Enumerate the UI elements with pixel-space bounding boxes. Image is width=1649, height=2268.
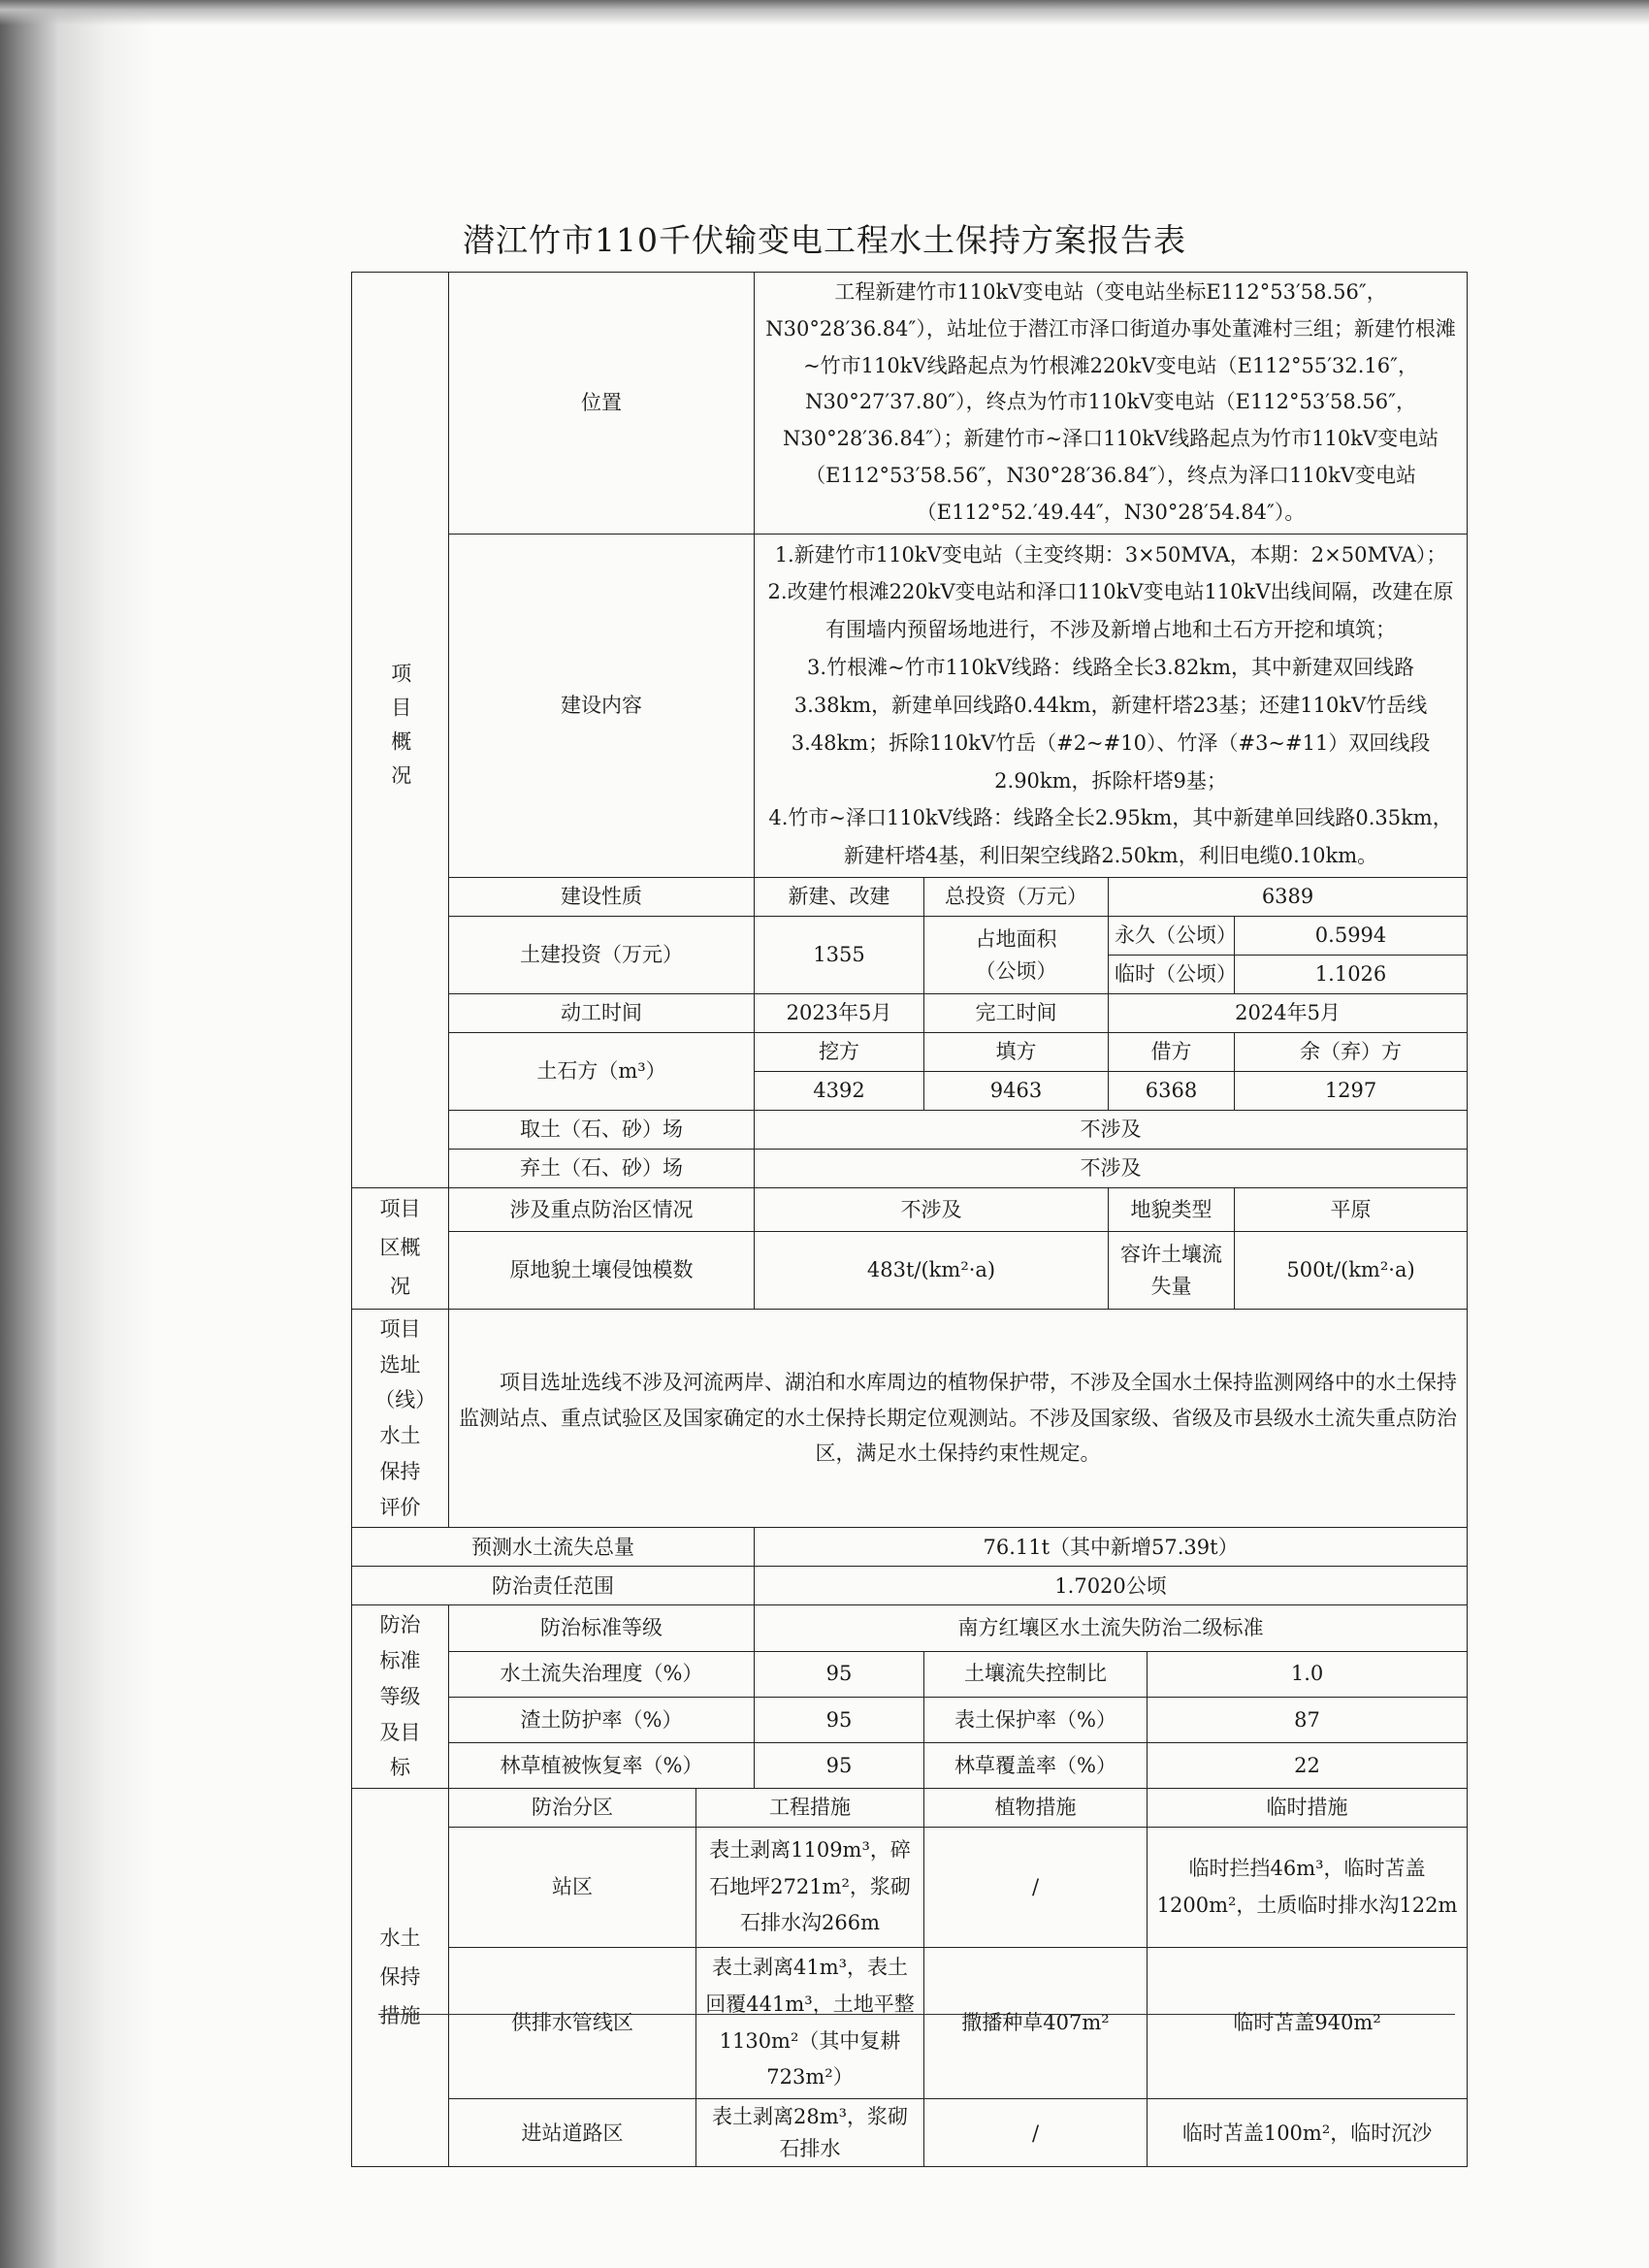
- target-value: 87: [1148, 1697, 1468, 1742]
- earth-value-spoil: 1297: [1235, 1072, 1468, 1111]
- allow-loss-label: 容许土壤流失量: [1109, 1232, 1235, 1309]
- target-name: 表土保护率（%）: [924, 1697, 1148, 1742]
- region-label: 项目区概况: [352, 1188, 449, 1310]
- standard-level-label: 防治标准等级: [449, 1605, 755, 1651]
- spoil-site-value: 不涉及: [755, 1150, 1468, 1188]
- measures-plant: 撒播种草407m²: [924, 1948, 1148, 2099]
- target-name: 林草覆盖率（%）: [924, 1742, 1148, 1788]
- target-name: 渣土防护率（%）: [449, 1697, 755, 1742]
- report-table: [351, 272, 1468, 2167]
- measures-temporary: 临时苫盖940m²: [1148, 1948, 1468, 2099]
- key-zone-label: 涉及重点防治区情况: [449, 1188, 755, 1232]
- content-line: 3.竹根滩~竹市110kV线路：线路全长3.82km，其中新建双回线路3.38km，新建单回线路0.44km，新建杆塔23基；还建110kV竹岳线3.48km；拆除110kV竹岳（#2~#10）、竹泽（#3~#11）双回线段2.90km，拆除杆塔9基；: [791, 656, 1431, 793]
- earth-header-spoil: 余（弃）方: [1235, 1033, 1468, 1072]
- earth-header-borrow: 借方: [1109, 1033, 1235, 1072]
- measures-plant: /: [924, 2099, 1148, 2167]
- area-label: 占地面积（公顷）: [924, 917, 1109, 994]
- scan-shadow-top: [0, 0, 1649, 25]
- scope-value: 1.7020公顷: [755, 1567, 1468, 1605]
- loss-value: 76.11t（其中新增57.39t）: [755, 1528, 1468, 1567]
- target-value: 95: [755, 1742, 924, 1788]
- landform-value: 平原: [1235, 1188, 1468, 1232]
- measures-temporary: 临时苫盖100m²，临时沉沙: [1148, 2099, 1468, 2167]
- measures-plant: /: [924, 1828, 1148, 1948]
- borrow-site-value: 不涉及: [755, 1111, 1468, 1150]
- earth-value-borrow: 6368: [1109, 1072, 1235, 1111]
- measures-zone: 供排水管线区: [449, 1948, 696, 2099]
- target-value: 95: [755, 1697, 924, 1742]
- earth-header-cut: 挖方: [755, 1033, 924, 1072]
- area-temporary-label: 临时（公顷）: [1109, 956, 1235, 994]
- civil-invest-label: 土建投资（万元）: [449, 917, 755, 994]
- target-value: 95: [755, 1651, 924, 1697]
- scan-shadow-left: [0, 0, 155, 2268]
- area-permanent-label: 永久（公顷）: [1109, 917, 1235, 956]
- earth-label: 土石方（m³）: [449, 1033, 755, 1111]
- spoil-site-label: 弃土（石、砂）场: [449, 1150, 755, 1188]
- scope-label: 防治责任范围: [352, 1567, 755, 1605]
- landform-label: 地貌类型: [1109, 1188, 1235, 1232]
- nature-label: 建设性质: [449, 878, 755, 917]
- nature-value: 新建、改建: [755, 878, 924, 917]
- measures-engineering: 表土剥离1109m³，碎石地坪2721m²，浆砌石排水沟266m: [696, 1828, 924, 1948]
- end-value: 2024年5月: [1109, 994, 1468, 1033]
- earth-header-fill: 填方: [924, 1033, 1109, 1072]
- measures-engineering: 表土剥离28m³，浆砌石排水: [696, 2099, 924, 2167]
- allow-loss-value: 500t/(km²·a): [1235, 1232, 1468, 1309]
- overview-label: 项目概况: [352, 273, 449, 1188]
- site-eval-text: [449, 1309, 1468, 1528]
- location-text: 工程新建竹市110kV变电站（变电站坐标E112°53′58.56″，N30°28′36.84″），站址位于潜江市泽口街道办事处董滩村三组；新建竹根滩~竹市110kV线路起点为竹根滩220kV变电站（E112°55′32.16″，N30°27′37.80″），终点为竹市110kV变电站（E112°53′58.56″，N30°28′36.84″）；新建竹市~泽口110kV线路起点为竹市110kV变电站（E112°53′58.56″，N30°28′36.84″），终点为泽口110kV变电站（E112°52.′49.44″，N30°28′54.84″）。: [755, 273, 1468, 535]
- measures-temporary: 临时拦挡46m³，临时苫盖1200m²，土质临时排水沟122m: [1148, 1828, 1468, 1948]
- measures-label: 水土保持措施: [352, 1789, 449, 2167]
- target-name: 水土流失治理度（%）: [449, 1651, 755, 1697]
- erosion-label: 原地貌土壤侵蚀模数: [449, 1232, 755, 1309]
- total-invest-label: 总投资（万元）: [924, 878, 1109, 917]
- total-invest-value: 6389: [1109, 878, 1468, 917]
- area-permanent-value: 0.5994: [1235, 917, 1468, 956]
- page-title: 潜江竹市110千伏输变电工程水土保持方案报告表: [463, 221, 1186, 259]
- content-text: [755, 534, 1468, 878]
- site-eval-paragraph: 项目选址选线不涉及河流两岸、湖泊和水库周边的植物保护带，不涉及全国水土保持监测网络中的水土保持监测站点、重点试验区及国家确定的水土保持长期定位观测站。不涉及国家级、省级及市县级水土流失重点防治区，满足水土保持约束性规定。: [459, 1370, 1458, 1466]
- earth-value-fill: 9463: [924, 1072, 1109, 1111]
- target-name: 土壤流失控制比: [924, 1651, 1148, 1697]
- content-line: 1.新建竹市110kV变电站（主变终期：3×50MVA，本期：2×50MVA）；: [774, 542, 1447, 567]
- page-bottom-rule: [378, 2014, 1455, 2015]
- target-name: 林草植被恢复率（%）: [449, 1742, 755, 1788]
- content-line: 2.改建竹根滩220kV变电站和泽口110kV变电站110kV出线间隔，改建在原有围墙内预留场地进行，不涉及新增占地和土石方开挖和填筑；: [767, 580, 1454, 642]
- target-value: 1.0: [1148, 1651, 1468, 1697]
- area-temporary-value: 1.1026: [1235, 956, 1468, 994]
- start-value: 2023年5月: [755, 994, 924, 1033]
- borrow-site-label: 取土（石、砂）场: [449, 1111, 755, 1150]
- target-value: 22: [1148, 1742, 1468, 1788]
- loss-label: 预测水土流失总量: [352, 1528, 755, 1567]
- start-label: 动工时间: [449, 994, 755, 1033]
- measures-header-engineering: 工程措施: [696, 1789, 924, 1828]
- end-label: 完工时间: [924, 994, 1109, 1033]
- measures-zone: 进站道路区: [449, 2099, 696, 2167]
- measures-header-zone: 防治分区: [449, 1789, 696, 1828]
- erosion-value: 483t/(km²·a): [755, 1232, 1109, 1309]
- content-label: 建设内容: [449, 534, 755, 878]
- civil-invest-value: 1355: [755, 917, 924, 994]
- standard-level-value: 南方红壤区水土流失防治二级标准: [755, 1605, 1468, 1651]
- standards-label: 防治标准等级及目标: [352, 1605, 449, 1789]
- key-zone-value: 不涉及: [755, 1188, 1109, 1232]
- measures-engineering: 表土剥离41m³，表土回覆441m³，土地平整1130m²（其中复耕723m²）: [696, 1948, 924, 2099]
- site-eval-label: 项目选址（线）水土保持评价: [352, 1309, 449, 1528]
- measures-zone: 站区: [449, 1828, 696, 1948]
- measures-header-plant: 植物措施: [924, 1789, 1148, 1828]
- measures-header-temporary: 临时措施: [1148, 1789, 1468, 1828]
- content-line: 4.竹市~泽口110kV线路：线路全长2.95km，其中新建单回线路0.35km，新建杆塔4基，利旧架空线路2.50km，利旧电缆0.10km。: [768, 806, 1453, 868]
- earth-value-cut: 4392: [755, 1072, 924, 1111]
- location-label: 位置: [449, 273, 755, 535]
